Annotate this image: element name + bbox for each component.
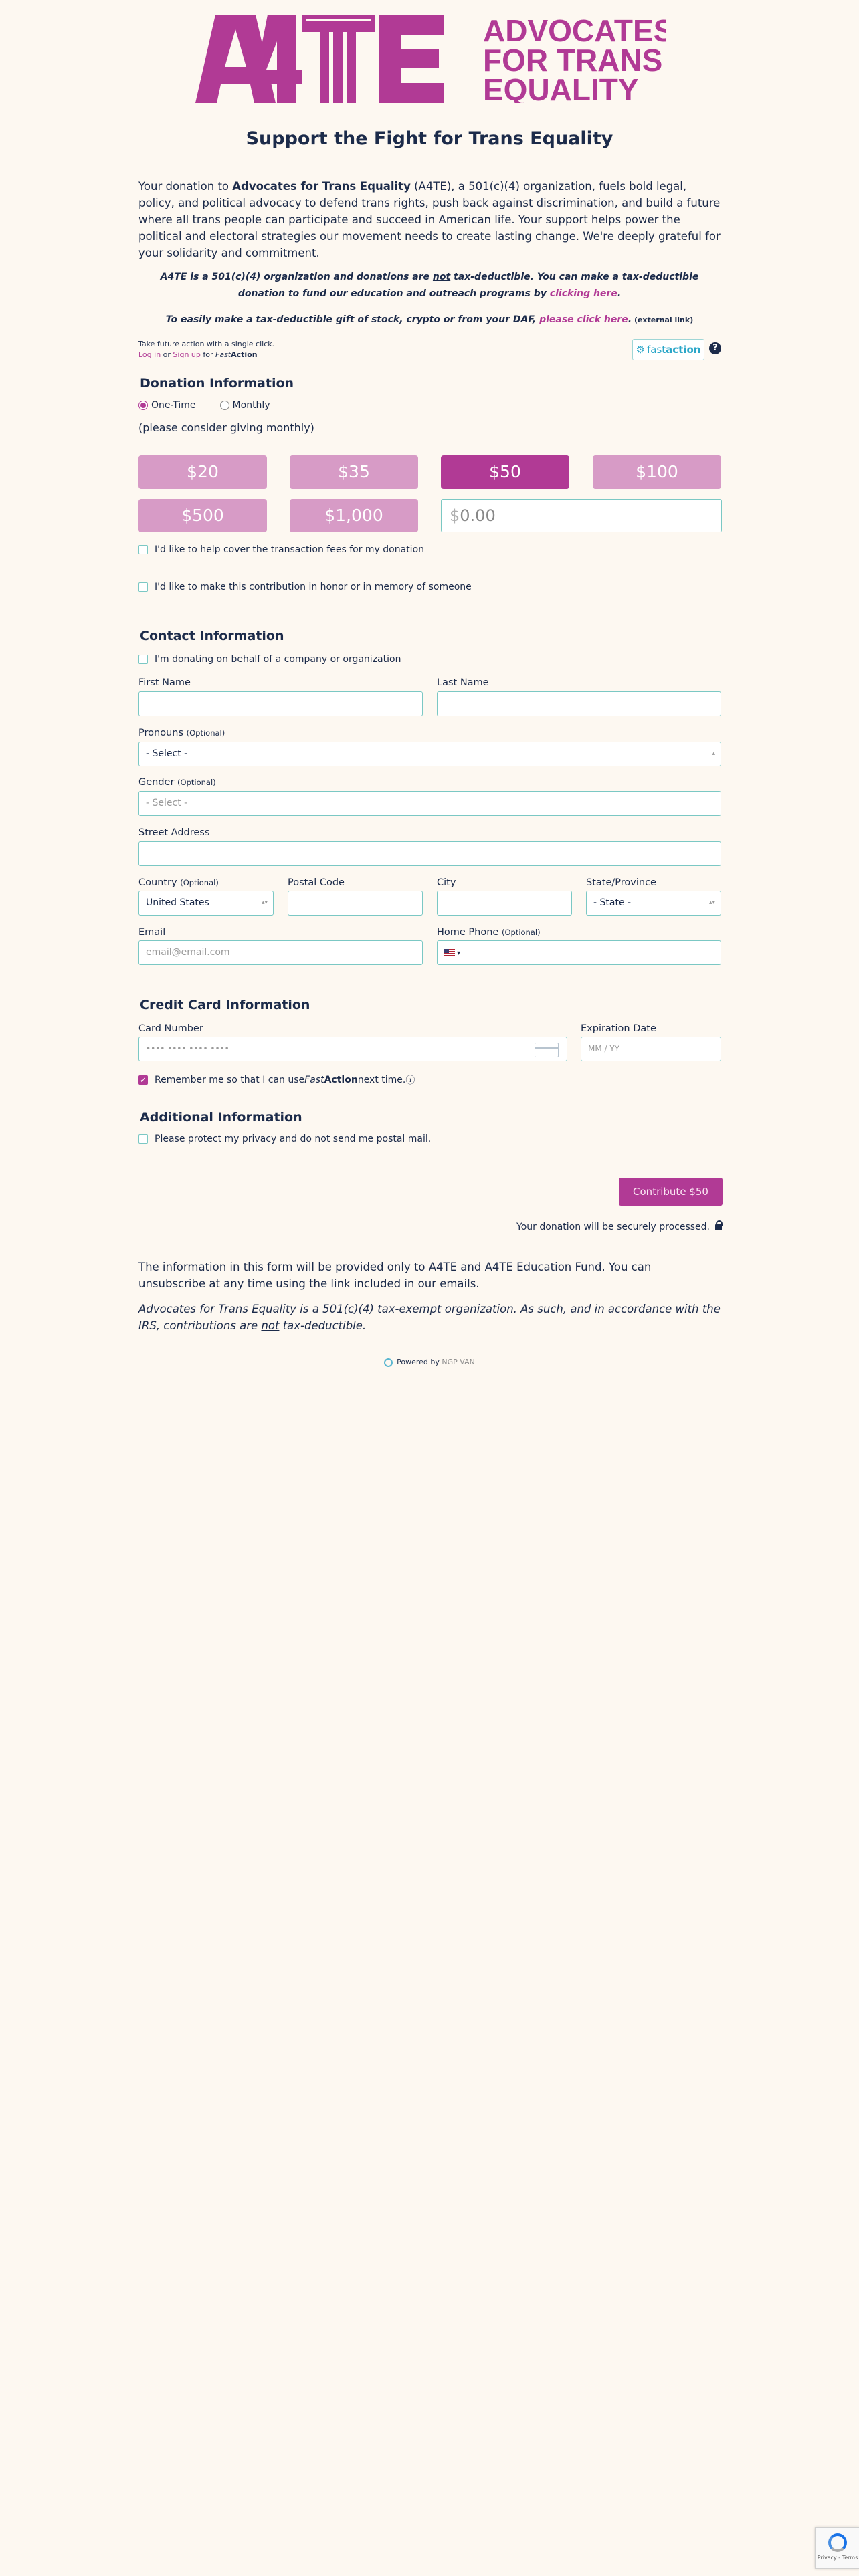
tax-notice-not: not [432, 272, 451, 282]
postal-input[interactable] [288, 891, 423, 916]
privacy-label: Please protect my privacy and do not send me postal mail. [155, 1134, 432, 1144]
logo-mark [195, 15, 666, 103]
remember-label: Remember me so that I can use [155, 1075, 305, 1085]
tax-notice [138, 269, 721, 302]
first-name-label: First Name [138, 677, 191, 688]
cover-fees-checkbox[interactable] [138, 545, 148, 554]
first-name-input[interactable] [138, 691, 423, 716]
credit-card-icon [535, 1043, 559, 1057]
logo-line-3: EQUALITY [483, 72, 639, 103]
tax-deductible-link[interactable]: clicking here [549, 288, 617, 299]
tax-notice-text: A4TE is a 501(c)(4) organization and donations are [160, 272, 433, 282]
chevron-updown-icon: ▴ [712, 750, 715, 757]
country-label [138, 877, 219, 888]
state-value: - State - [593, 897, 632, 908]
tax-notice-period: . [617, 288, 622, 299]
email-label: Email [138, 927, 166, 938]
country-code-dropdown[interactable]: ▾ [457, 950, 461, 957]
monthly-radio[interactable] [220, 400, 270, 411]
fastaction-logo-icon: ⚙ [636, 344, 645, 356]
powered-by [0, 1358, 859, 1367]
other-amount-input[interactable] [441, 499, 722, 532]
pronouns-label [138, 728, 225, 738]
tax-disclaimer [138, 1301, 721, 1334]
honor-label: I'd like to make this contribution in honor or in memory of someone [155, 582, 472, 593]
card-number-placeholder: •••• •••• •••• •••• [146, 1044, 229, 1053]
gender-label-text: Gender [138, 777, 175, 788]
street-label: Street Address [138, 827, 210, 838]
currency-symbol: $ [450, 506, 460, 525]
state-label: State/Province [586, 877, 656, 888]
fastaction-badge-fast: fast [646, 344, 666, 356]
expiration-input[interactable] [581, 1037, 721, 1061]
last-name-input[interactable] [437, 691, 721, 716]
gender-value: - Select - [146, 798, 188, 809]
stock-notice [138, 312, 721, 328]
street-input[interactable] [138, 841, 721, 866]
a4te-logo[interactable] [195, 15, 666, 103]
remember-fast: Fast [304, 1075, 324, 1085]
amount-button-50[interactable]: $50 [441, 455, 569, 489]
radio-selected-icon [138, 401, 148, 410]
fastaction-tagline: Take future action with a single click. [138, 340, 275, 348]
fastaction-action: Action [231, 350, 258, 359]
intro-before: Your donation to [138, 180, 233, 193]
state-select[interactable] [586, 891, 721, 916]
card-number-label: Card Number [138, 1023, 203, 1034]
expiration-placeholder: MM / YY [588, 1044, 620, 1053]
chevron-updown-icon: ▴▾ [261, 899, 268, 906]
cover-fees-checkbox-row[interactable] [138, 544, 424, 555]
intro-after: (A4TE), a 501(c)(4) organization, fuels bold legal, policy, and political advocacy to defend trans rights, push back against discrimination, and build a future where all trans people can participate and succeed in American life. Your support helps power the political and electoral strategies our movement needs to create lasting change. We're deeply grateful for your solidarity and commitment. [138, 180, 721, 259]
recaptcha-icon [828, 2533, 847, 2552]
secure-note [513, 1222, 722, 1232]
fastaction-fast: Fast [215, 350, 231, 359]
tax-disclaimer-end: tax-deductible. [279, 1319, 367, 1332]
gender-input[interactable] [138, 791, 721, 816]
frequency-radio-group [138, 400, 294, 411]
remember-label-end: next time. [357, 1075, 406, 1085]
monthly-label: Monthly [232, 400, 270, 411]
intro-org: Advocates for Trans Equality [232, 180, 411, 193]
donation-section-title: Donation Information [140, 376, 294, 391]
stock-notice-period: . [628, 314, 632, 325]
phone-input[interactable] [437, 940, 721, 965]
powered-by-text: Powered by [397, 1358, 442, 1366]
city-label: City [437, 877, 456, 888]
gender-optional: (Optional) [177, 778, 216, 787]
email-input[interactable] [138, 940, 423, 965]
card-section-title: Credit Card Information [140, 998, 310, 1012]
page-title: Support the Fight for Trans Equality [246, 128, 613, 149]
country-optional: (Optional) [180, 878, 219, 887]
stock-notice-text: To easily make a tax-deductible gift of stock, crypto or from your DAF, [165, 314, 540, 325]
fastaction-badge-action: action [666, 344, 701, 356]
ngp-van-link[interactable]: NGP VAN [442, 1358, 475, 1366]
one-time-label: One-Time [151, 400, 196, 411]
lock-icon [715, 1224, 722, 1230]
remember-action: Action [324, 1075, 358, 1085]
external-link-note: (external link) [632, 316, 694, 324]
amount-button-1000[interactable]: $1,000 [290, 499, 418, 532]
privacy-disclaimer: The information in this form will be provided only to A4TE and A4TE Education Fund. You can unsubscribe at any time using the link included in our emails. [138, 1261, 652, 1290]
logo-line-1: ADVOCATES [483, 15, 666, 48]
tax-disclaimer-not: not [261, 1319, 280, 1332]
card-number-input[interactable] [138, 1037, 567, 1061]
cover-fees-label: I'd like to help cover the transaction fees for my donation [155, 544, 425, 555]
remember-me-checkbox[interactable]: ✓ [139, 1075, 147, 1085]
company-label: I'm donating on behalf of a company or organization [155, 654, 401, 665]
country-select[interactable] [138, 891, 274, 916]
fastaction-login-link[interactable]: Log in [138, 350, 161, 359]
tax-notice-text-2: tax-deductible. You can make a tax-deductible donation to fund our education and outreach programs by [237, 272, 699, 299]
logo-line-2: FOR TRANS [483, 43, 663, 78]
pronouns-optional: (Optional) [186, 728, 225, 738]
fastaction-for: for [200, 350, 215, 359]
pronouns-select[interactable] [138, 742, 721, 766]
secure-text: Your donation will be securely processed. [516, 1222, 710, 1232]
additional-section-title: Additional Information [140, 1110, 302, 1125]
chevron-updown-icon: ▴▾ [708, 899, 715, 906]
monthly-suggestion: (please consider giving monthly) [138, 421, 314, 434]
country-label-text: Country [138, 877, 177, 888]
recaptcha-badge[interactable] [815, 2527, 859, 2569]
amount-button-35[interactable]: $35 [290, 455, 418, 489]
gender-label [138, 777, 216, 788]
ngp-van-icon [384, 1358, 393, 1367]
stock-gift-link[interactable]: please click here [539, 314, 628, 325]
city-input[interactable] [437, 891, 572, 916]
help-icon[interactable]: ? [709, 342, 721, 354]
postal-label: Postal Code [288, 877, 345, 888]
company-checkbox-row[interactable] [138, 654, 401, 665]
amount-button-100[interactable]: $100 [593, 455, 721, 489]
amount-button-500[interactable]: $500 [138, 499, 267, 532]
fastaction-or: or [161, 350, 173, 359]
fastaction-prompt [138, 339, 274, 360]
remember-me-row[interactable] [138, 1073, 415, 1087]
contribute-button[interactable]: Contribute $50 [619, 1178, 723, 1206]
tax-disclaimer-text: Advocates for Trans Equality is a 501(c)(4) tax-exempt organization. As such, and in accordance with the IRS, contributions are [138, 1303, 721, 1332]
expiration-label: Expiration Date [581, 1023, 656, 1034]
fastaction-signup-link[interactable]: Sign up [173, 350, 201, 359]
us-flag-icon[interactable] [444, 949, 455, 956]
phone-label-text: Home Phone [437, 927, 499, 938]
last-name-label: Last Name [437, 677, 489, 688]
amount-button-20[interactable]: $20 [138, 455, 267, 489]
email-placeholder: email@email.com [146, 947, 230, 958]
intro-text [138, 178, 721, 261]
privacy-checkbox[interactable] [138, 1134, 148, 1144]
info-icon[interactable]: ⓘ [405, 1075, 415, 1086]
phone-optional: (Optional) [501, 928, 541, 937]
fastaction-button[interactable] [632, 339, 704, 360]
country-value: United States [146, 897, 209, 908]
privacy-checkbox-row[interactable] [138, 1134, 431, 1144]
honor-checkbox[interactable] [138, 582, 148, 592]
phone-label [437, 927, 541, 938]
other-amount-placeholder: 0.00 [460, 506, 496, 525]
recaptcha-terms[interactable]: Privacy - Terms [817, 2555, 858, 2561]
pronouns-value: - Select - [146, 748, 188, 759]
honor-checkbox-row[interactable] [138, 582, 472, 593]
company-checkbox[interactable] [138, 655, 148, 664]
radio-empty-icon [220, 401, 229, 410]
one-time-radio[interactable] [138, 400, 196, 411]
pronouns-label-text: Pronouns [138, 728, 183, 738]
contact-section-title: Contact Information [140, 629, 284, 643]
